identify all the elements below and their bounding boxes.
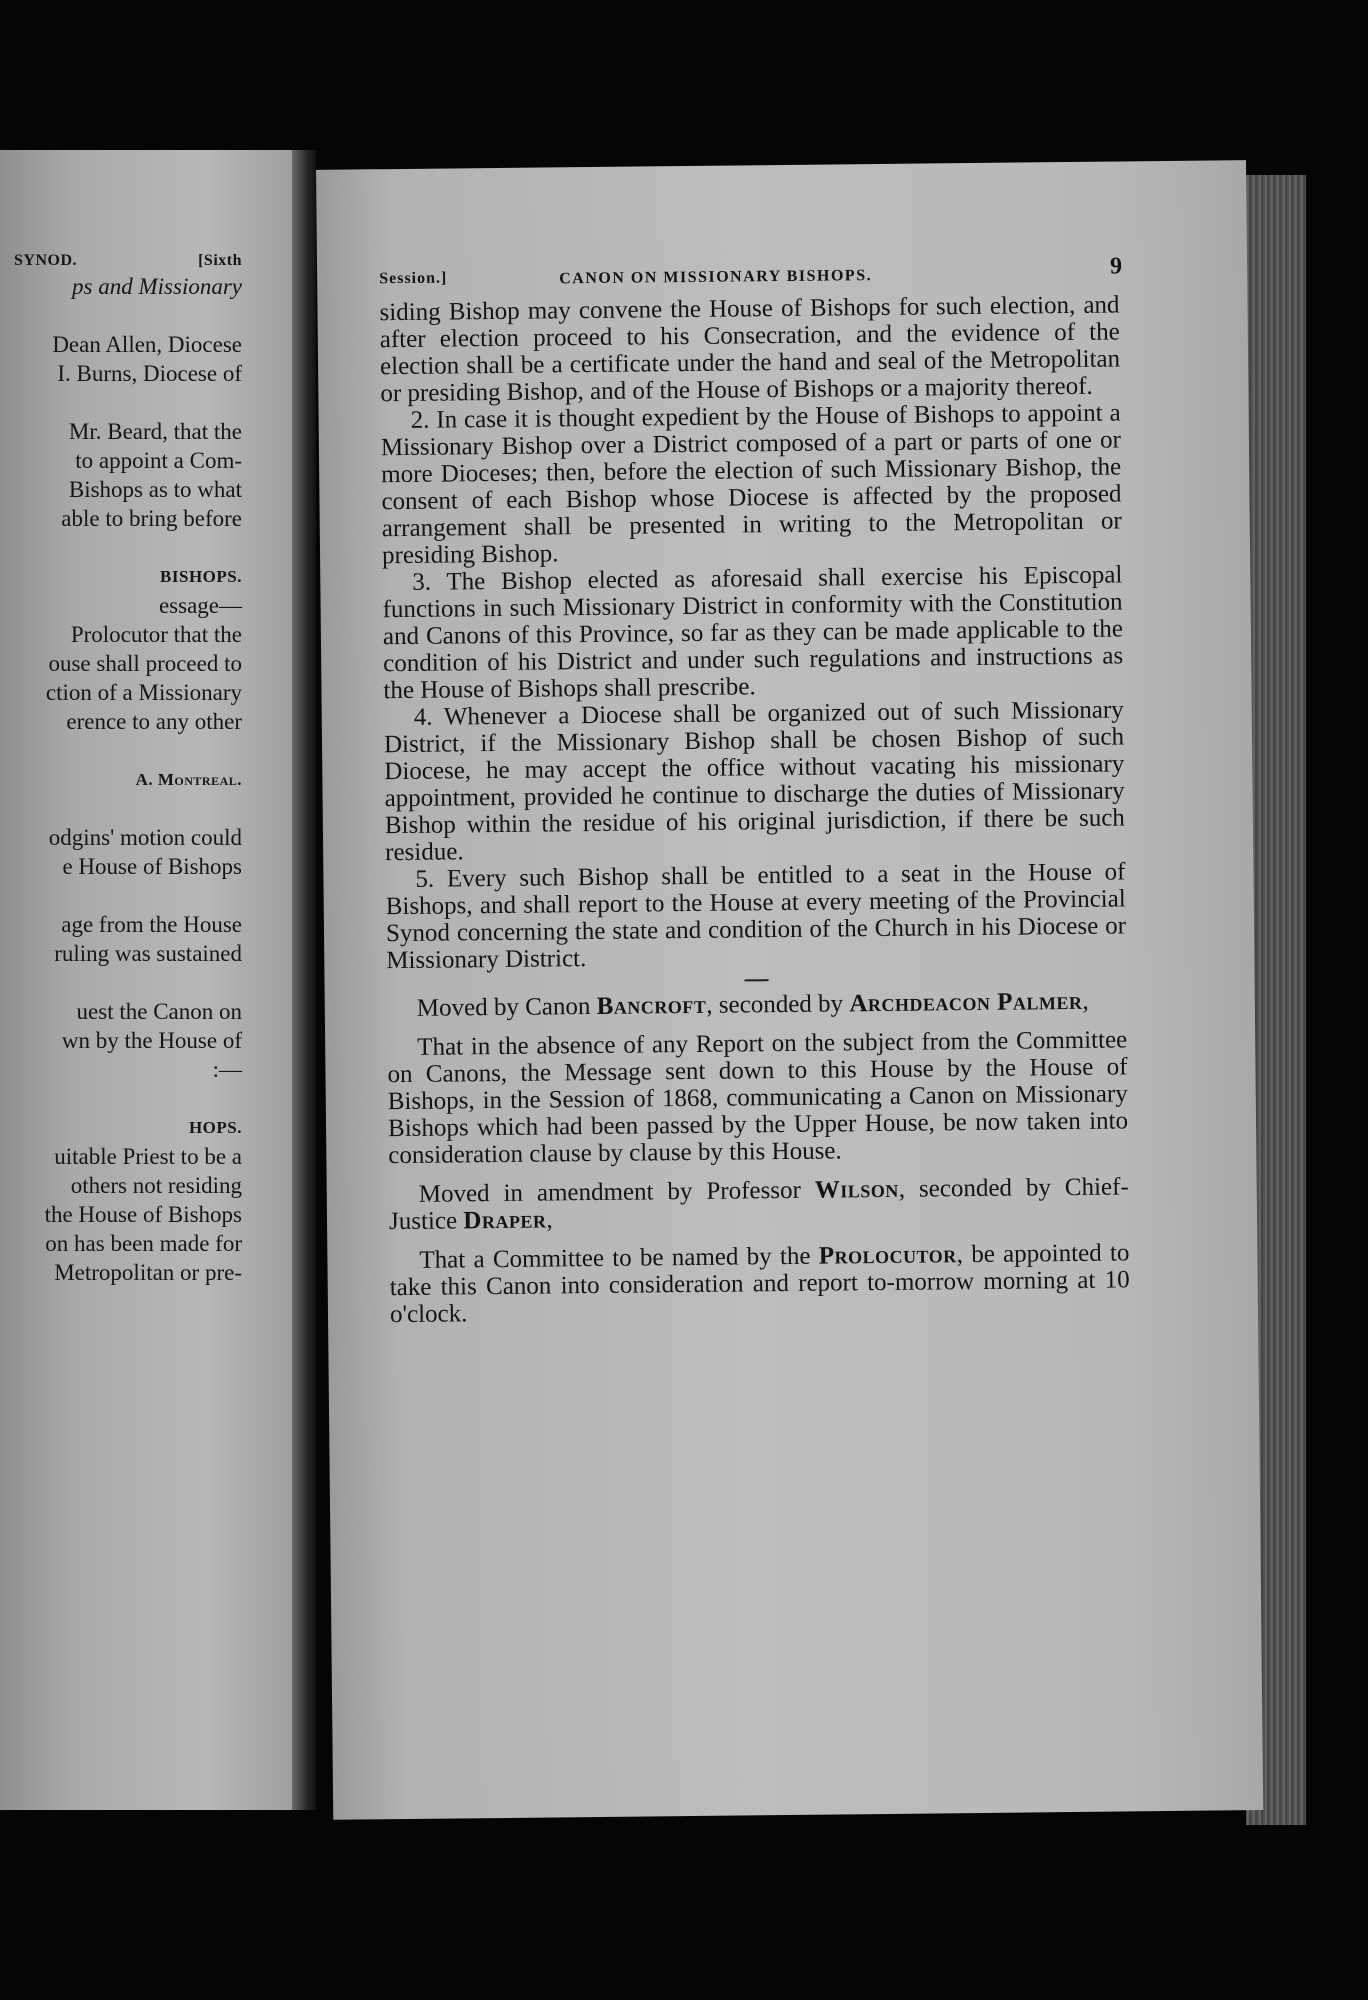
left-page-line: able to bring before [61,506,242,531]
left-header-session: [Sixth [198,252,242,269]
left-page-lines [0,272,242,1287]
left-page-line: wn by the House of [61,1028,242,1053]
left-page-line [0,533,242,562]
left-page-line: A. Montreal. [135,770,242,789]
left-page-line: BISHOPS. [160,567,242,586]
left-page-line: to appoint a Com- [75,448,242,473]
left-page-line: Metropolitan or pre- [54,1260,242,1285]
motion-2-mover: Wilson [814,1175,899,1204]
left-page-line [0,388,242,417]
left-page-line: ps and Missionary [72,274,242,299]
motion-2-heading [389,1173,1130,1235]
left-page-line: essage— [158,593,242,618]
motion-2-seconder: Draper [463,1206,547,1235]
left-page-line: e House of Bishops [62,854,242,879]
left-page-line: Prolocutor that the [70,622,242,647]
left-page-line: uitable Priest to be a [54,1144,242,1169]
left-page-line: age from the House [61,912,242,937]
left-page-line: I. Burns, Diocese of [57,361,242,386]
motion-2-pre: Moved in amendment by Professor [418,1176,815,1208]
left-page-line: :— [212,1057,242,1082]
motion-1-mover: Bancroft [596,991,707,1020]
motion-2-post: , [546,1206,553,1234]
left-page-line [0,1084,242,1113]
running-title: CANON ON MISSIONARY BISHOPS. [559,267,873,288]
paragraph-4: 4. Whenever a Diocese shall be organized out of such Missionary District, if the Missionary Bishop shall be chosen Bishop of such Diocese, he may accept the office without vacating his missionary appointment, provided he continue to discharge the duties of Missionary Bishop within the residue of his original jurisdiction, if there be such residue. [383,696,1125,867]
left-page-line: on has been made for [45,1231,242,1256]
motion-2-mid: , seconded by Chief-Justice [388,1173,1129,1236]
motion-1-post: , [1082,987,1089,1015]
left-header-title: SYNOD. [14,252,78,269]
left-running-head [0,242,242,272]
paragraph-2: 2. In case it is thought expedient by the House of Bishops to appoint a Missionary Bishop over a District composed of a part or parts of one or more Dioceses; then, before the election of such Missionary Bishop, the consent of each Bishop whose Diocese is affected by the proposed arrangement shall be presented in writing to the Metropolitan or presiding Bishop. [380,399,1122,570]
left-page-text [0,242,242,1287]
page-content [379,247,1130,1328]
left-page-line: HOPS. [188,1118,242,1137]
motion-2-text-pre: That a Committee to be named by the [419,1242,819,1274]
left-page-line: ruling was sustained [54,941,242,966]
left-page-line: the House of Bishops [44,1202,242,1227]
paragraph-5: 5. Every such Bishop shall be entitled to a seat in the House of Bishops, and shall report to the House at every meeting of the Provincial Synod concerning the state and condition of the Church in his Diocese or Missionary District. [385,858,1127,975]
left-page-line: ouse shall proceed to [48,651,242,676]
left-page-line [0,736,242,765]
left-page-line [0,968,242,997]
section-separator [745,979,769,981]
left-page-line: Dean Allen, Diocese [52,332,242,357]
book-gutter [292,150,316,1810]
motion-1-seconder: Archdeacon Palmer [849,987,1083,1018]
left-page-line: Mr. Beard, that the [68,419,242,444]
left-page-line: ction of a Missionary [45,680,242,705]
motion-1-mid: , seconded by [706,990,850,1019]
running-head [379,247,1124,291]
paragraph-continuation: siding Bishop may convene the House of Bishops for such election, and after election proceed to his Consecration, and the evidence of the election shall be a certificate under the hand and seal of the Metropolitan or presiding Bishop, and of the House of Bishops or a majority thereof. [379,291,1121,408]
page-number: 9 [1109,253,1124,280]
motion-2-text-post: , be appointed to take this Canon into consideration and report to-morrow morning at 10 o'clock. [389,1239,1130,1329]
motion-1-text: That in the absence of any Report on the subject from the Committee on Canons, the Message sent down to this House by the House of Bishops, in the Session of 1868, communicating a Canon on Missionary Bishops which had been passed by the Upper House, be now taken into consideration clause by clause by this House. [387,1026,1129,1170]
motion-2-text [389,1239,1130,1328]
left-page-line [0,301,242,330]
motion-2-text-prolocutor: Prolocutor [818,1241,957,1270]
left-page [0,150,292,1810]
left-page-line: others not residing [70,1173,242,1198]
motion-1-pre: Moved by Canon [416,992,597,1022]
right-page [316,160,1263,1820]
left-page-line [0,794,242,823]
left-page-line: odgins' motion could [48,825,242,850]
left-page-line [0,881,242,910]
session-label: Session.] [379,269,448,288]
left-page-line: Bishops as to what [68,477,242,502]
left-page-line: erence to any other [66,709,242,734]
left-page-line: uest the Canon on [76,999,242,1024]
paragraph-3: 3. The Bishop elected as aforesaid shall exercise his Episcopal functions in such Missionary District in conformity with the Constitution and Canons of this Province, so far as they can be made applicable to the condition of his District and under such regulations and instructions as the House of Bishops shall prescribe. [382,561,1124,705]
